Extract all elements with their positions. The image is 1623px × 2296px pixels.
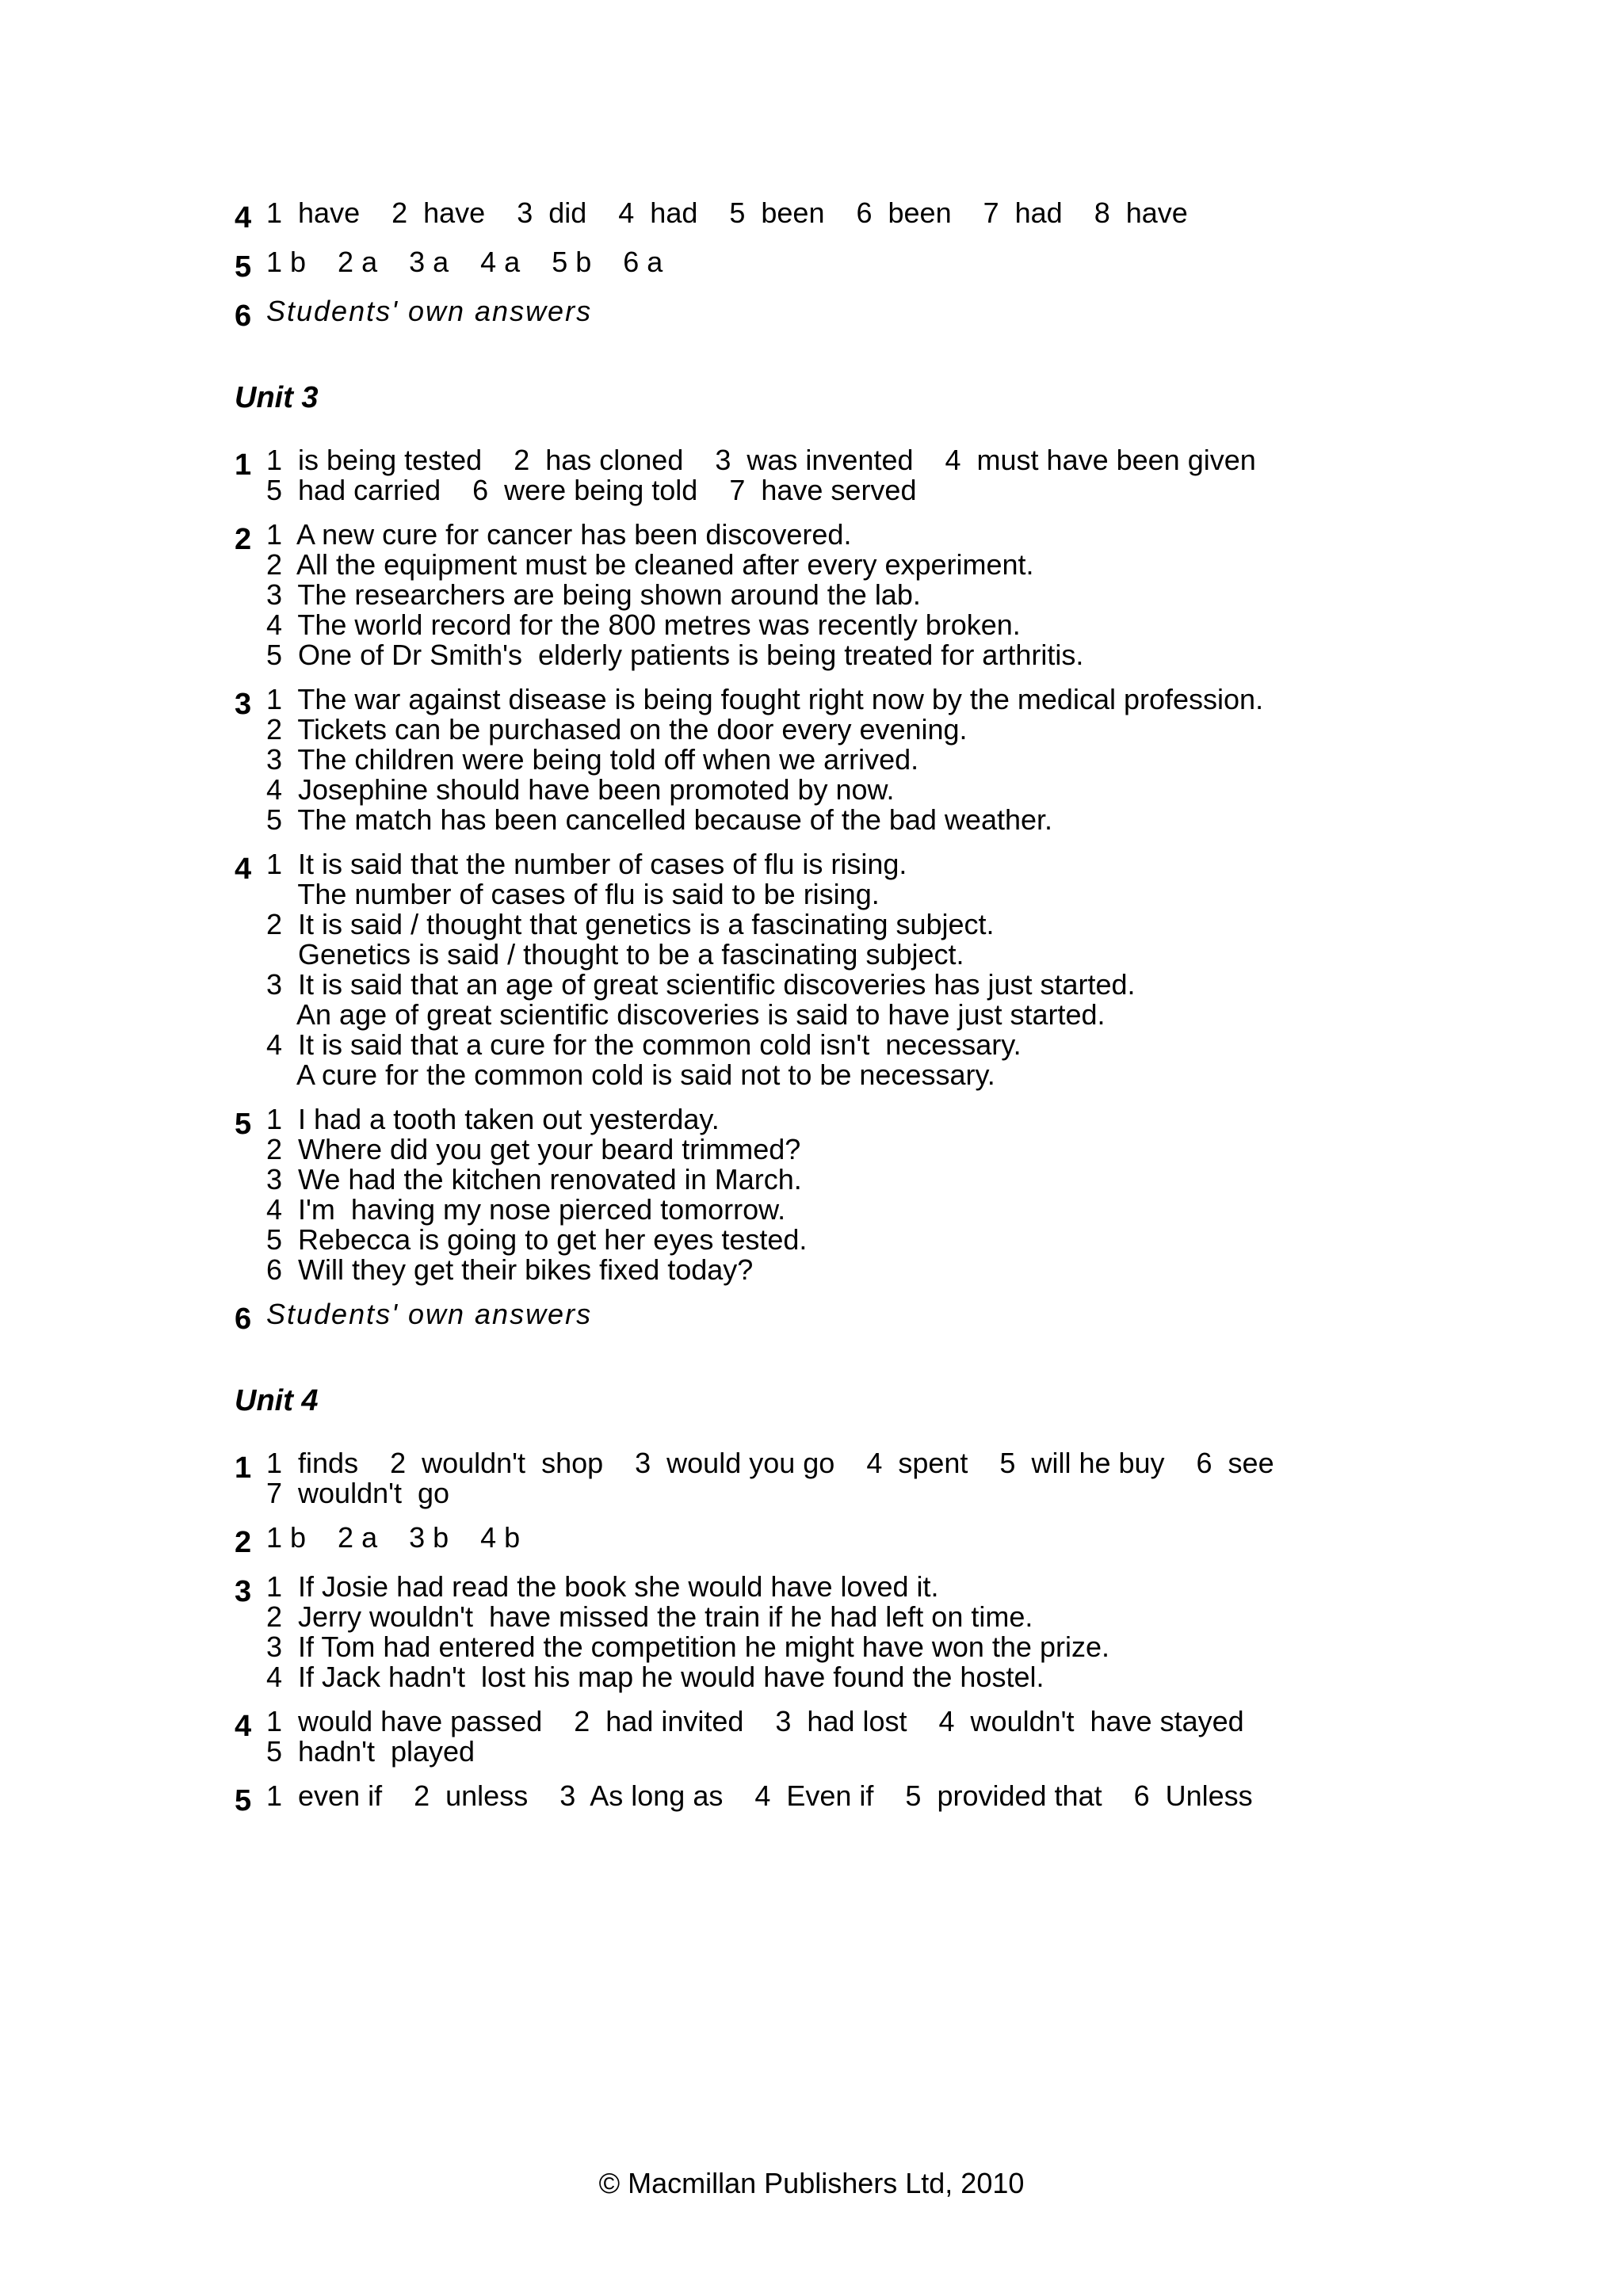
unit-4-exercise-4 [235, 1707, 1392, 1767]
unit-4-exercise-5 [235, 1781, 1392, 1816]
answer-line: 1 have 2 have 3 did 4 had 5 been 6 been 7 had 8 have [266, 196, 1188, 229]
unit-4-exercise-2 [235, 1523, 1392, 1558]
unit-4-heading: Unit 4 [235, 1384, 319, 1417]
answer-line: A cure for the common cold is said not to be necessary. [266, 1058, 995, 1091]
exercise-5 [235, 247, 1392, 282]
answer-line: 1 b 2 a 3 a 4 a 5 b 6 a [266, 246, 663, 278]
answer-line: 2 Jerry wouldn't have missed the train if he had left on time. [266, 1600, 1033, 1633]
exercise-number: 6 [235, 1302, 252, 1336]
exercise-4 [235, 198, 1392, 233]
unit-3-exercise-4 [235, 849, 1392, 1090]
exercise-answers [266, 849, 1392, 1090]
unit-3-exercise-1 [235, 445, 1392, 505]
answer-line: 2 All the equipment must be cleaned after every experiment. [266, 548, 1034, 581]
answer-line: 3 The researchers are being shown around the lab. [266, 578, 921, 611]
unit-4-exercise-3 [235, 1572, 1392, 1692]
answer-line: 1 A new cure for cancer has been discovered. [266, 518, 852, 551]
exercise-number: 5 [235, 1108, 252, 1141]
exercise-number: 4 [235, 201, 252, 235]
answer-line: 1 even if 2 unless 3 As long as 4 Even if 5 provided that 6 Unless [266, 1779, 1253, 1812]
exercise-answers [266, 520, 1392, 670]
answer-line: 3 It is said that an age of great scientific discoveries has just started. [266, 968, 1136, 1001]
exercise-number: 2 [235, 523, 252, 556]
answer-line: 5 One of Dr Smith's elderly patients is being treated for arthritis. [266, 639, 1084, 671]
answer-line: 4 Josephine should have been promoted by now. [266, 773, 895, 806]
answer-line: 4 It is said that a cure for the common cold isn't necessary. [266, 1028, 1022, 1061]
answer-line: 3 The children were being told off when we arrived. [266, 743, 919, 776]
answer-line: 4 The world record for the 800 metres was recently broken. [266, 608, 1021, 641]
exercise-answers [266, 1448, 1392, 1508]
answer-line: 1 b 2 a 3 b 4 b [266, 1521, 521, 1554]
exercise-number: 4 [235, 852, 252, 886]
exercise-answers [266, 1572, 1392, 1692]
exercise-answers [266, 1523, 1392, 1553]
answer-line: 4 If Jack hadn't lost his map he would have found the hostel. [266, 1661, 1044, 1693]
exercise-answers [266, 1104, 1392, 1285]
answer-line: Genetics is said / thought to be a fascinating subject. [266, 938, 964, 971]
exercise-answers [266, 1299, 1392, 1329]
answer-line: An age of great scientific discoveries is said to have just started. [266, 998, 1106, 1031]
unit-3-heading: Unit 3 [235, 381, 319, 414]
answer-line: 1 finds 2 wouldn't shop 3 would you go 4 spent 5 will he buy 6 see [266, 1447, 1274, 1479]
answer-line: 3 If Tom had entered the competition he might have won the prize. [266, 1630, 1109, 1663]
answer-line: 5 The match has been cancelled because of the bad weather. [266, 803, 1053, 836]
answer-line: 3 We had the kitchen renovated in March. [266, 1163, 802, 1196]
answer-line: 5 hadn't played [266, 1735, 475, 1768]
answer-key-content [235, 198, 1392, 1816]
copyright-footer: © Macmillan Publishers Ltd, 2010 [598, 2167, 1025, 2199]
exercise-answers [266, 247, 1392, 277]
answer-line: 2 Where did you get your beard trimmed? [266, 1133, 801, 1165]
answer-line: The number of cases of flu is said to be rising. [266, 878, 880, 910]
answer-line: 1 The war against disease is being fought right now by the medical profession. [266, 683, 1264, 715]
answer-line: Students' own answers [266, 295, 593, 327]
exercise-number: 5 [235, 1784, 252, 1817]
answer-line: 7 wouldn't go [266, 1477, 450, 1509]
answer-line: 1 would have passed 2 had invited 3 had lost 4 wouldn't have stayed [266, 1705, 1244, 1737]
exercise-number: 1 [235, 448, 252, 482]
answer-line: 5 Rebecca is going to get her eyes tested. [266, 1223, 808, 1256]
exercise-answers [266, 1781, 1392, 1811]
exercise-6 [235, 296, 1392, 331]
exercise-answers [266, 296, 1392, 326]
exercise-number: 3 [235, 1575, 252, 1608]
exercise-number: 4 [235, 1710, 252, 1743]
answer-line: Students' own answers [266, 1298, 593, 1330]
answer-line: 1 I had a tooth taken out yesterday. [266, 1103, 720, 1135]
unit-4-exercise-1 [235, 1448, 1392, 1508]
answer-line: 2 Tickets can be purchased on the door every evening. [266, 713, 968, 746]
exercise-number: 3 [235, 688, 252, 721]
exercise-answers [266, 685, 1392, 835]
unit-3-exercise-3 [235, 685, 1392, 835]
exercise-number: 2 [235, 1526, 252, 1559]
answer-line: 4 I'm having my nose pierced tomorrow. [266, 1193, 786, 1226]
unit-3-exercise-5 [235, 1104, 1392, 1285]
exercise-number: 5 [235, 250, 252, 284]
exercise-answers [266, 1707, 1392, 1767]
answer-line: 6 Will they get their bikes fixed today? [266, 1253, 754, 1286]
answer-line: 5 had carried 6 were being told 7 have served [266, 474, 917, 506]
unit-3-exercise-6 [235, 1299, 1392, 1334]
exercise-answers [266, 198, 1392, 228]
answer-line: 1 is being tested 2 has cloned 3 was invented 4 must have been given [266, 444, 1256, 476]
exercise-number: 6 [235, 299, 252, 333]
exercise-answers [266, 445, 1392, 505]
answer-line: 2 It is said / thought that genetics is a fascinating subject. [266, 908, 995, 940]
unit-3-exercise-2 [235, 520, 1392, 670]
answer-line: 1 It is said that the number of cases of flu is rising. [266, 848, 907, 880]
exercise-number: 1 [235, 1451, 252, 1485]
answer-line: 1 If Josie had read the book she would have loved it. [266, 1570, 939, 1603]
